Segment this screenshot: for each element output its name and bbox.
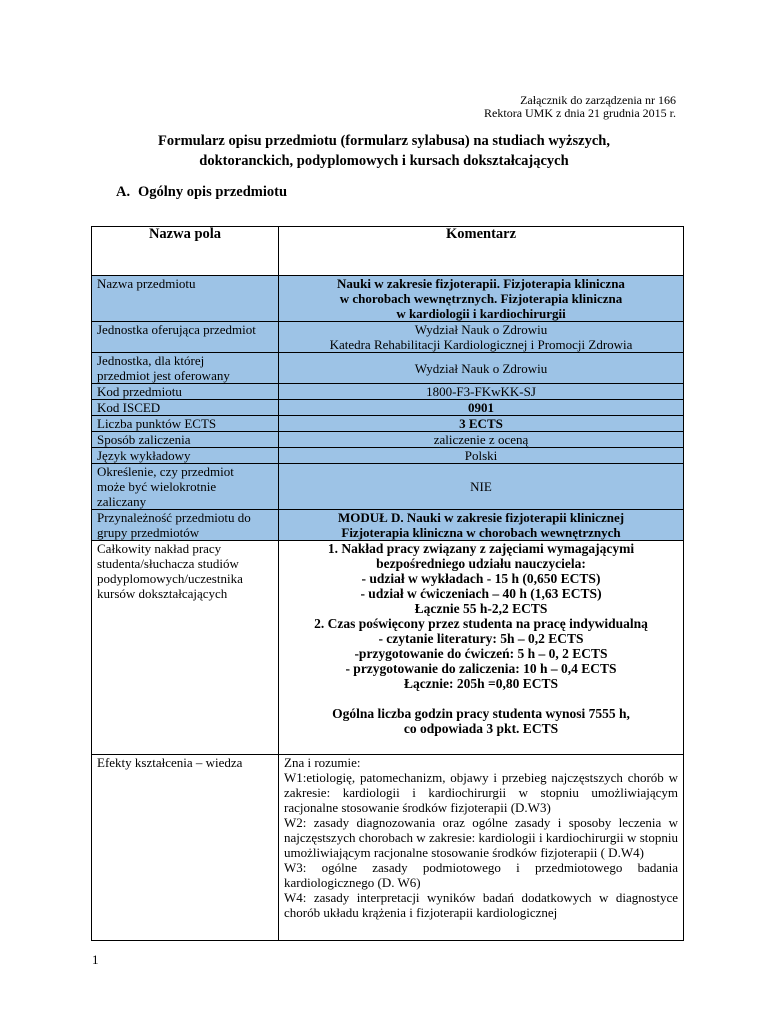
annex-line-2: Rektora UMK z dnia 21 grudnia 2015 r. [484, 106, 676, 120]
value-line: Fizjoterapia kliniczna w chorobach wewnętrznych [341, 525, 621, 540]
section-label: Ogólny opis przedmiotu [138, 184, 288, 200]
row-course-name [92, 276, 684, 322]
row-label: Sposób zaliczenia [92, 432, 279, 448]
label-line: grupy przedmiotów [97, 525, 200, 540]
row-value [279, 755, 684, 941]
section-heading [116, 184, 287, 201]
row-label [92, 541, 279, 755]
row-target-unit [92, 353, 684, 384]
value-line: Łącznie: 205h =0,80 ECTS [404, 676, 558, 691]
value-line: co odpowiada 3 pkt. ECTS [403, 721, 559, 736]
row-label: Liczba punktów ECTS [92, 416, 279, 432]
row-value: Polski [279, 448, 684, 464]
row-label: Kod przedmiotu [92, 384, 279, 400]
value-line: w kardiologii i kardiochirurgii [396, 306, 566, 321]
value-line: - przygotowanie do zaliczenia: 10 h – 0,4 ECTS [345, 661, 617, 676]
label-line: Przynależność przedmiotu do [97, 510, 251, 525]
row-value [279, 322, 684, 353]
row-value: 3 ECTS [279, 416, 684, 432]
spacer-line [284, 691, 678, 706]
effect-item: W4: zasady interpretacji wyników badań dodatkowych w diagnostyce chorób układu krążenia i fizjoterapii kardiologicznej [284, 890, 678, 920]
header-comment: Komentarz [279, 227, 684, 276]
effect-item: W1:etiologię, patomechanizm, objawy i przebieg najczęstszych chorób w zakresie: kardiologii i kardiochirurgii w stopniu umożliwiającym racjonalne stosowanie środków fizjoterapii (D.W3) [284, 770, 678, 815]
effect-item: W3: ogólne zasady podmiotowego i przedmiotowego badania kardiologicznego (D. W6) [284, 860, 678, 890]
value-line: Łącznie 55 h-2,2 ECTS [414, 601, 548, 616]
value-line: Katedra Rehabilitacji Kardiologicznej i Promocji Zdrowia [329, 337, 633, 352]
row-offering-unit [92, 322, 684, 353]
label-line: Całkowity nakład pracy [97, 541, 222, 556]
row-label [92, 464, 279, 510]
section-letter: A. [116, 184, 131, 200]
value-line: Ogólna liczba godzin pracy studenta wynosi 7555 h, [332, 706, 630, 721]
title-line-2: doktoranckich, podyplomowych i kursach dokształcających [199, 153, 569, 169]
value-line: 1. Nakład pracy związany z zajęciami wymagającymi [327, 541, 635, 556]
label-line: Określenie, czy przedmiot [97, 464, 234, 479]
table-header-row [92, 227, 684, 276]
row-label: Nazwa przedmiotu [92, 276, 279, 322]
annex-note [484, 94, 676, 120]
label-line: podyplomowych/uczestnika [97, 571, 243, 586]
value-line: Nauki w zakresie fizjoterapii. Fizjoterapia kliniczna [337, 276, 625, 291]
header-field-name: Nazwa pola [92, 227, 279, 276]
label-line: może być wielokrotnie [97, 479, 217, 494]
row-isced-code [92, 400, 684, 416]
label-line: kursów dokształcających [97, 586, 228, 601]
row-value [279, 510, 684, 541]
value-line: - udział w ćwiczeniach – 40 h (1,63 ECTS) [360, 586, 602, 601]
row-language [92, 448, 684, 464]
row-value [279, 276, 684, 322]
row-group [92, 510, 684, 541]
value-line: MODUŁ D. Nauki w zakresie fizjoterapii klinicznej [337, 510, 625, 525]
document-title [0, 131, 768, 171]
row-knowledge-effects [92, 755, 684, 941]
label-line: studenta/słuchacza studiów [97, 556, 239, 571]
title-line-1: Formularz opisu przedmiotu (formularz sylabusa) na studiach wyższych, [158, 133, 610, 149]
row-label: Język wykładowy [92, 448, 279, 464]
row-value: 1800-F3-FKwKK-SJ [279, 384, 684, 400]
value-line: 2. Czas poświęcony przez studenta na pracę indywidualną [314, 616, 648, 631]
value-line: - udział w wykładach - 15 h (0,650 ECTS) [361, 571, 601, 586]
row-label: Kod ISCED [92, 400, 279, 416]
syllabus-table [91, 226, 684, 941]
value-line: -przygotowanie do ćwiczeń: 5 h – 0, 2 ECTS [354, 646, 608, 661]
label-line: Jednostka, dla której [97, 353, 205, 368]
row-ects [92, 416, 684, 432]
value-line: bezpośredniego udziału nauczyciela: [376, 556, 586, 571]
label-line: zaliczany [97, 494, 147, 509]
value-line: - czytanie literatury: 5h – 0,2 ECTS [378, 631, 584, 646]
row-label: Jednostka oferująca przedmiot [92, 322, 279, 353]
row-course-code [92, 384, 684, 400]
row-value: 0901 [279, 400, 684, 416]
row-label [92, 510, 279, 541]
effects-intro: Zna i rozumie: [284, 755, 361, 770]
page-number: 1 [92, 952, 99, 967]
label-line: przedmiot jest oferowany [97, 368, 230, 383]
row-repeatable [92, 464, 684, 510]
row-value: NIE [279, 464, 684, 510]
row-label [92, 353, 279, 384]
row-workload [92, 541, 684, 755]
row-value [279, 541, 684, 755]
row-value: zaliczenie z oceną [279, 432, 684, 448]
value-line: w chorobach wewnętrznych. Fizjoterapia kliniczna [339, 291, 623, 306]
effect-item: W2: zasady diagnozowania oraz ogólne zasady i sposoby leczenia w najczęstszych chorobach w zakresie: kardiologii i kardiochirurgii w stopniu umożliwiającym racjonalne stosowanie środków fizjoterapii ( D.W4) [284, 815, 678, 860]
value-line: Wydział Nauk o Zdrowiu [414, 322, 548, 337]
row-assessment [92, 432, 684, 448]
annex-line-1: Załącznik do zarządzenia nr 166 [520, 93, 676, 107]
row-label: Efekty kształcenia – wiedza [92, 755, 279, 941]
row-value: Wydział Nauk o Zdrowiu [279, 353, 684, 384]
